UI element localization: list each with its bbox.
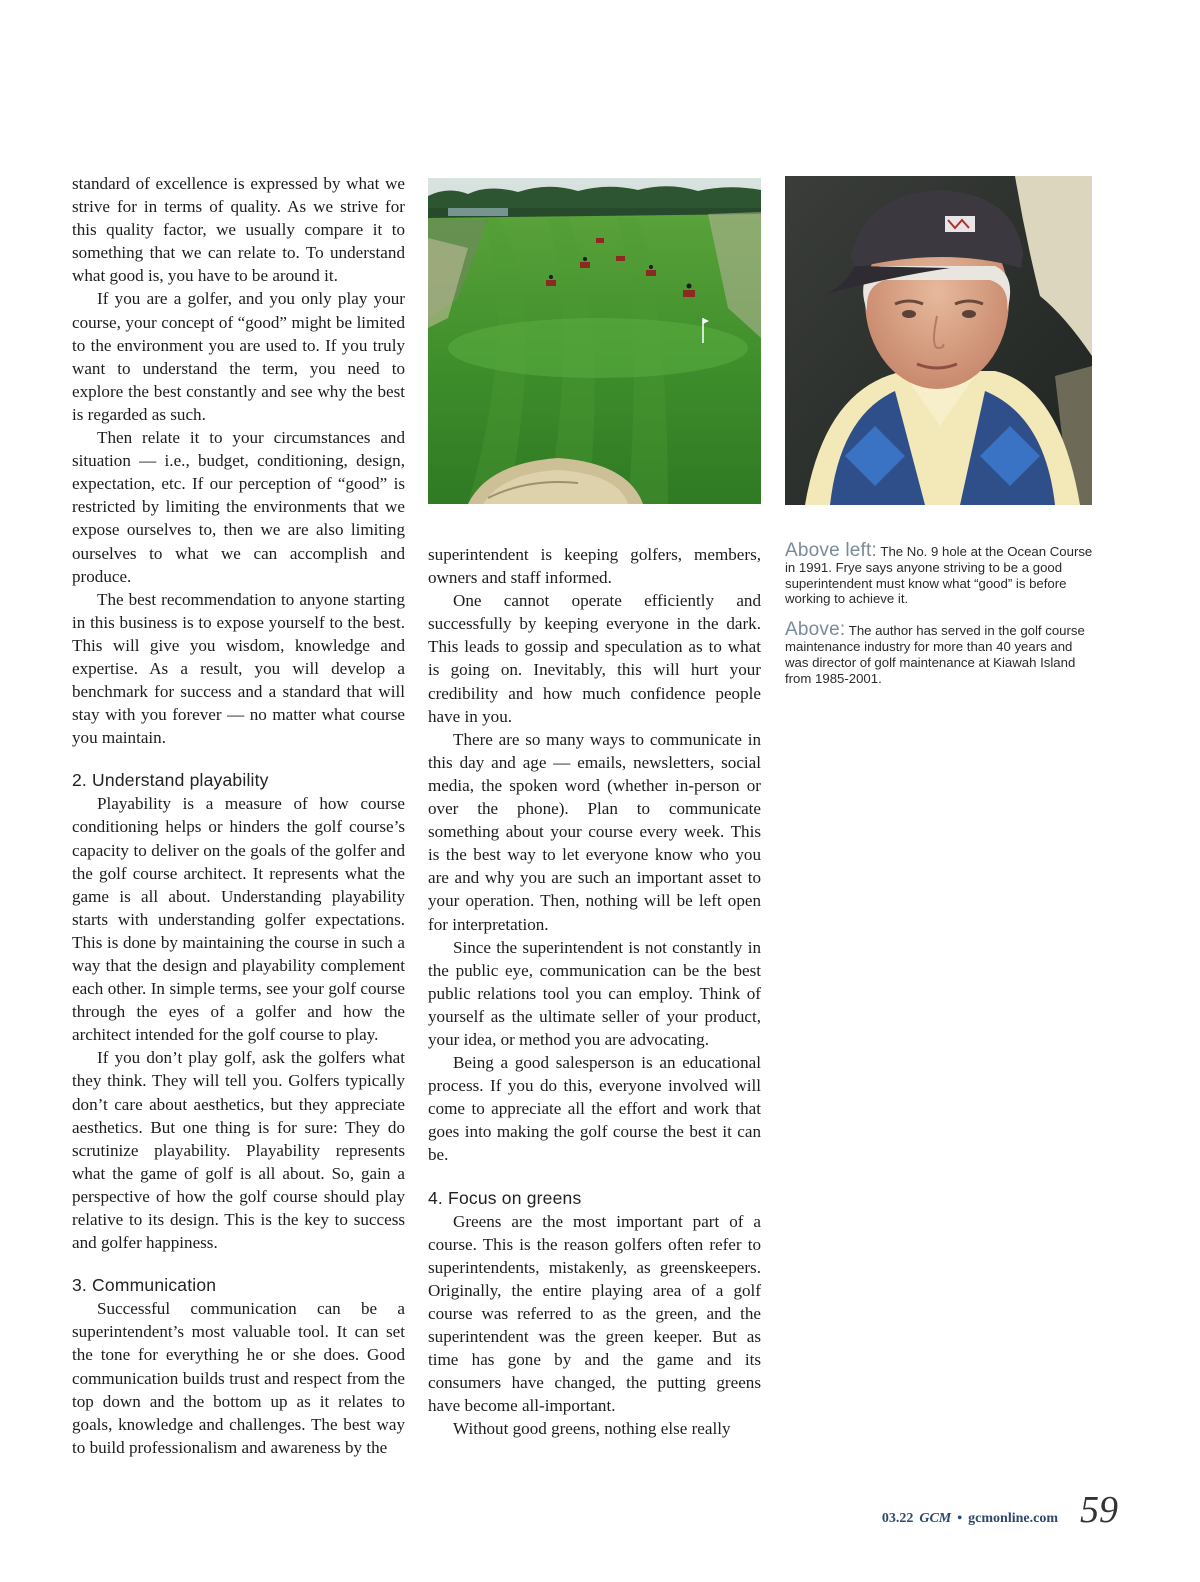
caption-above-left [785,540,1097,607]
paragraph: Without good greens, nothing else really [453,1419,731,1439]
page-footer [882,1488,1118,1538]
article-column-2 [428,543,761,1440]
paragraph: There are so many ways to communicate in this day and age — emails, newsletters, social media, the spoken word (whether in-person or over the phone). Plan to communicate something about your course every week. This is the best way to let everyone know who you are and why you are such an important asset to your operation. Then, nothing will be left open for interpretation. [428,729,761,934]
paragraph: Playability is a measure of how course conditioning helps or hinders the golf course’s capacity to deliver on the goals of the golfer and the golf course architect. It represents what the game is all about. Understanding playability starts with understanding golfer expectations. This is done by maintaining the course in such a way that the design and playability complement each other. In simple terms, see your golf course through the eyes of a golfer and how the architect intended for the golf course to play. [72,794,405,1045]
photo-captions [785,540,1097,701]
section-heading-playability: 2. Understand playability [72,770,269,791]
paragraph: If you don’t play golf, ask the golfers what they think. They will tell you. Golfers typically don’t care about aesthetics, but they appreciate aesthetics. But one thing is for sure: They do scrutinize playability. Playability represents what the game of golf is all about. So, gain a perspective of how the golf course should play relative to its design. This is the key to success and golfer happiness. [72,1048,405,1253]
caption-text: The author has served in the golf course maintenance industry for more than 40 years and was director of golf maintenance at Kiawah Island from 1985-2001. [785,623,1085,686]
paragraph: superintendent is keeping golfers, members, owners and staff informed. [428,545,761,588]
magazine-name: GCM [919,1511,952,1526]
paragraph: One cannot operate efficiently and successfully by keeping everyone in the dark. This leads to gossip and speculation as to what is going on. Inevitably, this will hurt your credibility and how much confidence people have in you. [428,591,761,726]
caption-text: The No. 9 hole at the Ocean Course in 1991. Frye says anyone striving to be a good superintendent must know what “good” is before working to achieve it. [785,544,1093,607]
issue-date: 03.22 [881,1511,914,1526]
separator-dot: • [957,1511,963,1526]
paragraph: Since the superintendent is not constantly in the public eye, communication can be the best public relations tool you can employ. Think of yourself as the ultimate seller of your product, your idea, or method you are advocating. [428,937,761,1049]
author-portrait-photo [785,176,1092,505]
page-number: 59 [1080,1489,1118,1531]
website-link[interactable]: gcmonline.com [968,1511,1058,1526]
article-column-1 [72,172,405,1459]
caption-lead: Above left: [785,540,877,561]
paragraph: Then relate it to your circumstances and situation — i.e., budget, conditioning, design, expectation, etc. If our perception of “good” is restricted by limiting the environments that we expose ourselves to, then we are also limiting ourselves to what we can accomplish and produce. [72,428,405,586]
section-heading-communication: 3. Communication [72,1275,217,1296]
paragraph: standard of excellence is expressed by what we strive for in terms of quality. As we strive for this quality factor, we usually compare it to something that we can relate to. To understand what good is, you have to be around it. [72,174,405,286]
paragraph: The best recommendation to anyone starting in this business is to expose yourself to the best. This will give you wisdom, knowledge and expertise. As a result, you will develop a benchmark for success and a standard that will stay with you forever — no matter what course you maintain. [72,589,405,748]
caption-above [785,619,1097,686]
paragraph: Being a good salesperson is an educational process. If you do this, everyone involved will come to appreciate all the effort and work that goes into making the golf course the best it can be. [428,1053,761,1165]
paragraph: Successful communication can be a superintendent’s most valuable tool. It can set the tone for everything he or she does. Good communication builds trust and respect from the top down and the bottom up as it relates to goals, knowledge and challenges. The best way to build professionalism and awareness by the [72,1299,405,1457]
paragraph: Greens are the most important part of a course. This is the reason golfers often refer to superintendents, mistakenly, as greenskeepers. Originally, the entire playing area of a golf course was referred to as the green, and the superintendent was the green keeper. But as time has gone by and the game and its consumers have changed, the putting greens have become all-important. [428,1211,761,1416]
section-heading-greens: 4. Focus on greens [428,1187,582,1208]
golf-course-photo [428,178,761,504]
paragraph: If you are a golfer, and you only play your course, your concept of “good” might be limited to the environment you are used to. If you truly want to understand the term, you need to explore the best constantly and see why the best is regarded as such. [72,289,405,424]
caption-lead: Above: [785,619,846,641]
